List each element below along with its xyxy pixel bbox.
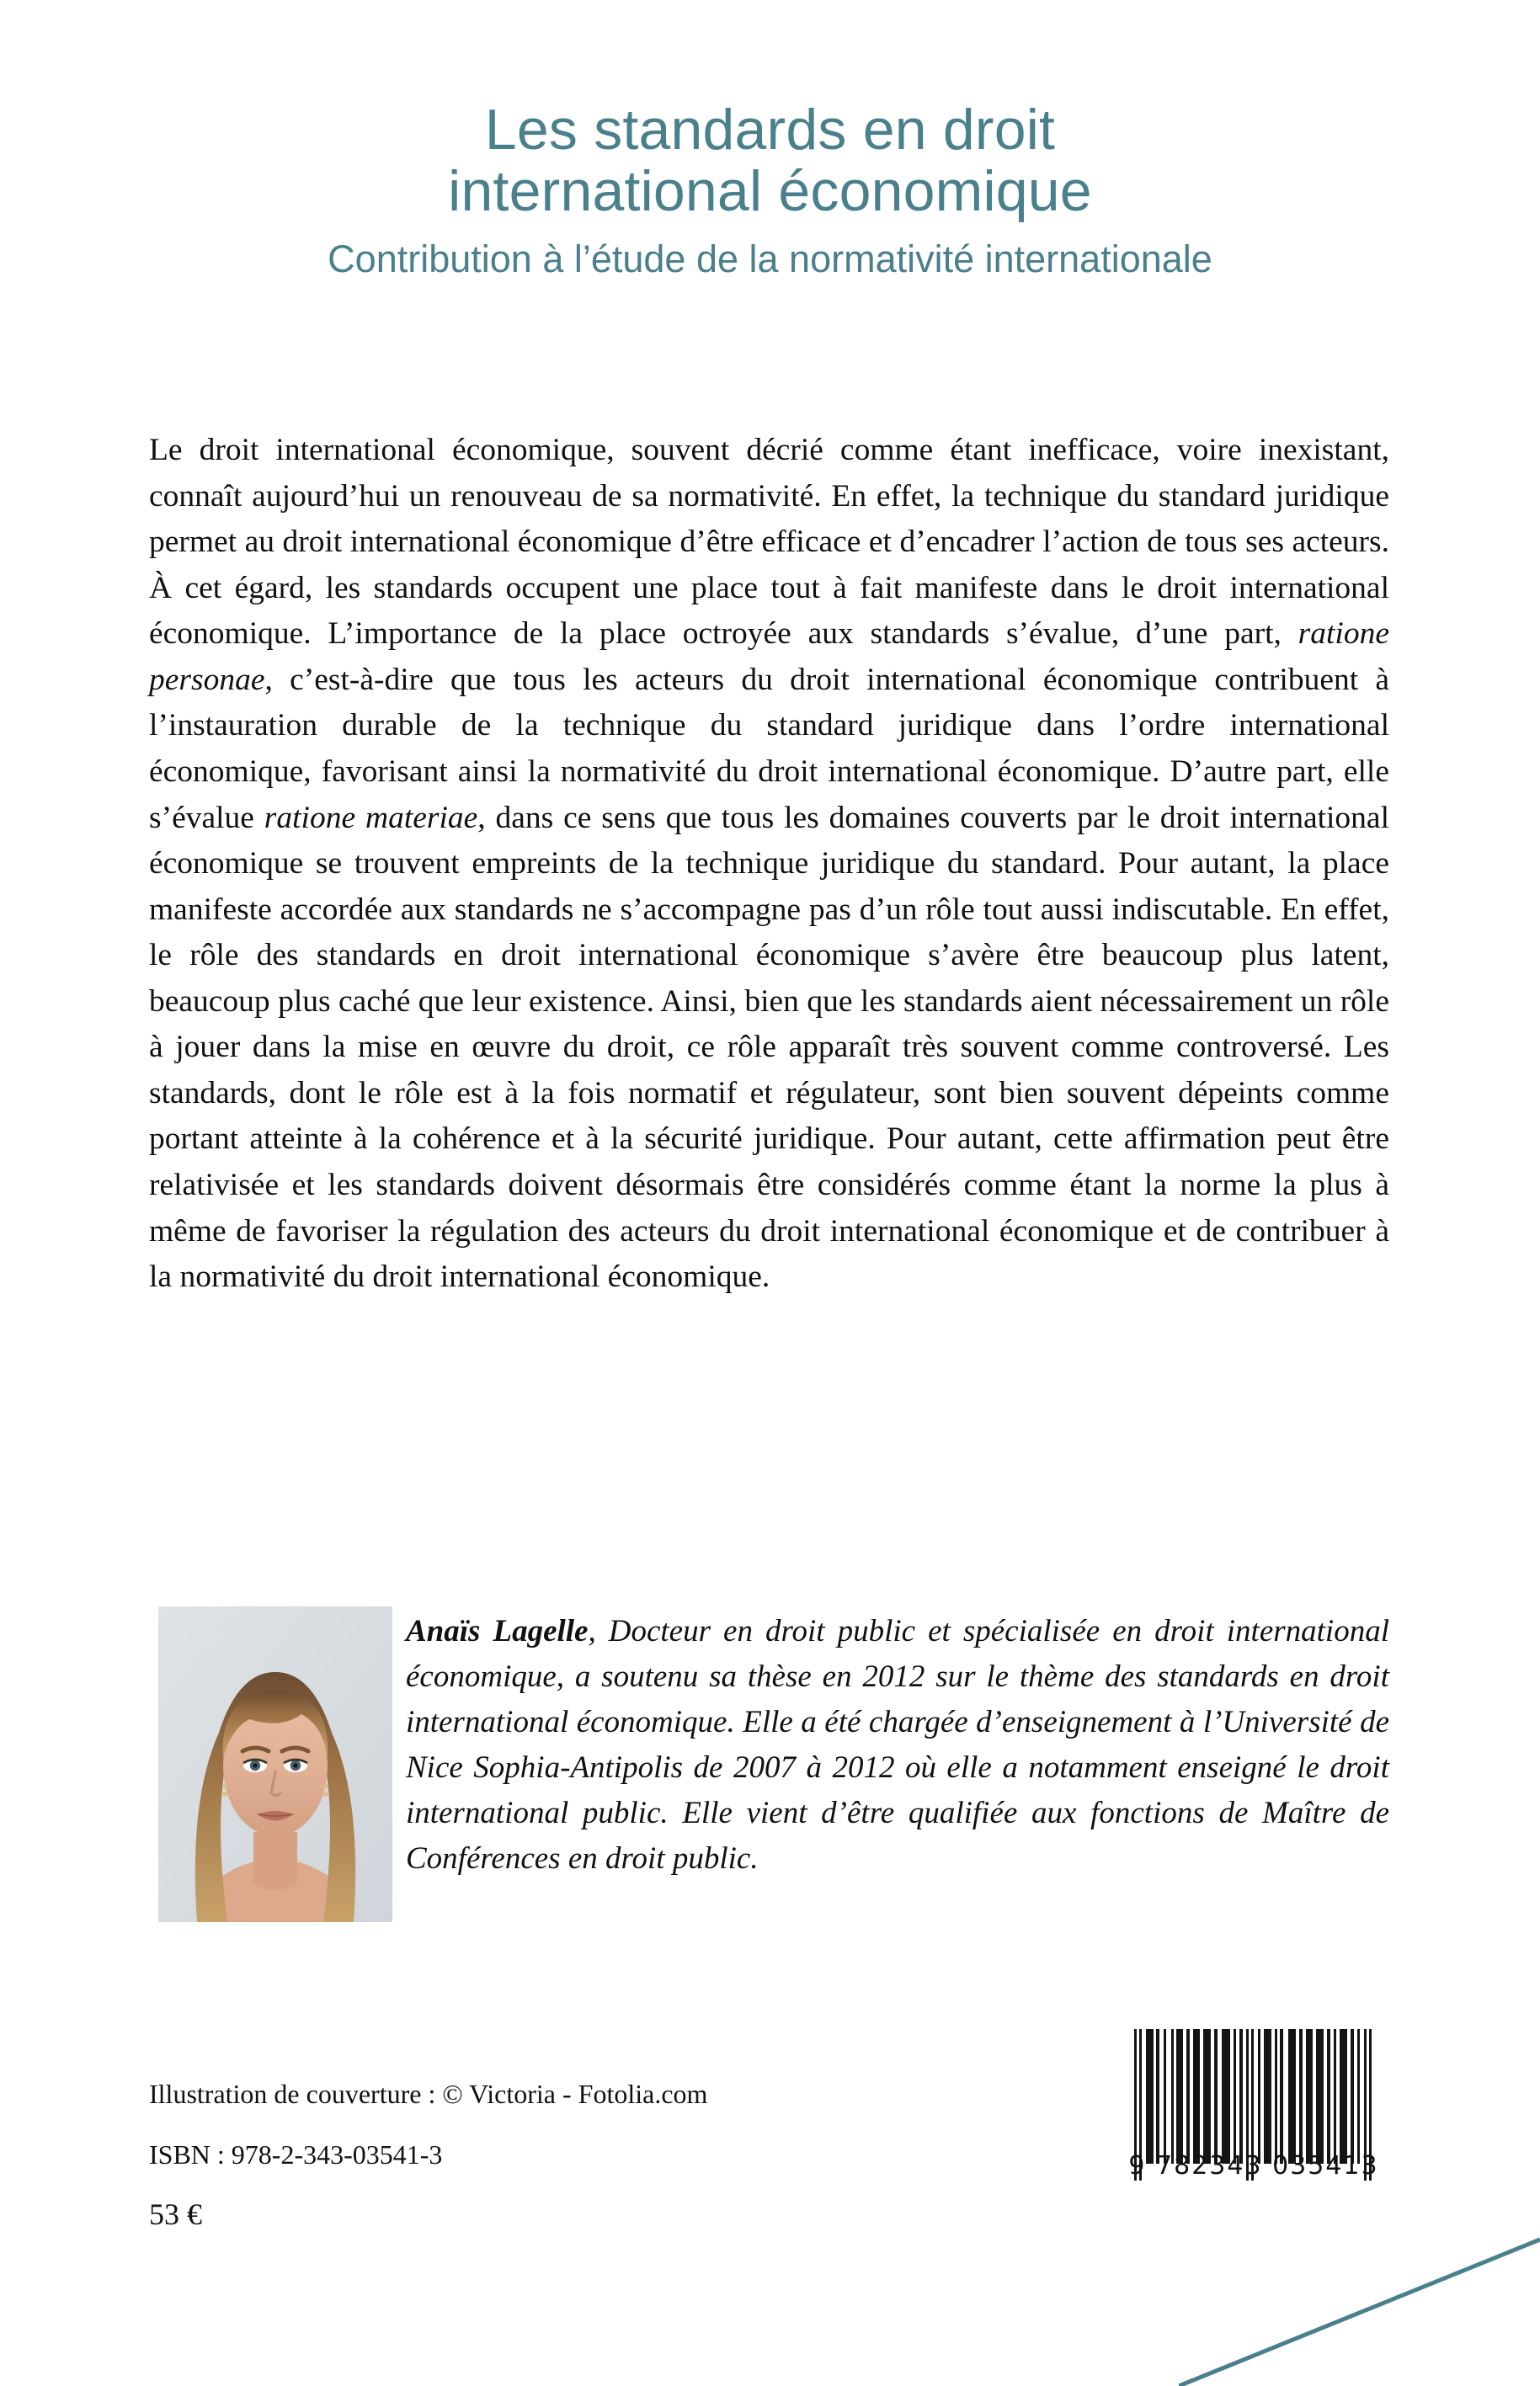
book-title — [0, 99, 1540, 223]
diagonal-line-icon — [1179, 2223, 1540, 2386]
book-blurb — [149, 428, 1389, 1301]
author-name: Anaïs Lagelle — [406, 1614, 589, 1648]
author-portrait-illustration — [158, 1606, 392, 1922]
blurb-part-2: , c’est-à-dire que tous les acteurs du droit international économique contribuent à l’instauration durable de la technique du standard juridique dans l’ordre international économique, favorisant ainsi la normativité du droit international économique. D’autre part, elle s’évalue — [149, 662, 1389, 835]
title-block — [0, 99, 1540, 282]
cover-illustration-credit: Illustration de couverture : © Victoria - Fotolia.com — [149, 2079, 708, 2109]
book-subtitle: Contribution à l’étude de la normativité internationale — [328, 237, 1212, 280]
blurb-part-3: , dans ce sens que tous les domaines couverts par le droit international économique se trouvent empreints de la technique juridique du standard. Pour autant, la place manifeste accordée aux standards ne s’accompagne pas d’un rôle tout aussi indiscutable. En effet, le rôle des standards en droit international économique s’avère être beaucoup plus latent, beaucoup plus caché que leur existence. Ainsi, bien que les standards aient nécessairement un rôle à jouer dans la mise en œuvre du droit, ce rôle apparaît très souvent comme controversé. Les standards, dont le rôle est à la fois normatif et régulateur, sont bien souvent dépeints comme portant atteinte à la cohérence et à la sécurité juridique. Pour autant, cette affirmation peut être relativisée et les standards doivent désormais être considérés comme étant la norme la plus à même de favoriser la régulation des acteurs du droit international économique et de contribuer à la normativité du droit international économique. — [149, 800, 1389, 1295]
author-bio-text: , Docteur en droit public et spécialisée en droit international économique, a soutenu sa thèse en 2012 sur le thème des standards en droit international économique. Elle a été chargée d’enseignement à l’Université de Nice Sophia-Antipolis de 2007 à 2012 où elle a notamment enseigné le droit international public. Elle vient d’être qualifiée aux fonctions de Maître de Conférences en droit public. — [406, 1614, 1389, 1877]
author-bio — [406, 1609, 1389, 1882]
blurb-italic-ratione-materiae: ratione materiae — [264, 800, 478, 835]
blurb-italic-ratione-personae: ratione personae — [149, 616, 1389, 697]
barcode-digits: 9 782343 035413 — [1128, 2151, 1379, 2181]
book-title-line-2: international économique — [448, 159, 1092, 224]
blurb-part-1: Le droit international économique, souvent décrié comme étant inefficace, voire inexistant, connaît aujourd’hui un renouveau de sa normativité. En effet, la technique du standard juridique permet au droit international économique d’être efficace et d’encadrer l’action de tous ses acteurs. À cet égard, les standards occupent une place tout à fait manifeste dans le droit international économique. L’importance de la place octroyée aux standards s’évalue, d’une part, — [149, 433, 1389, 652]
corner-decorative-rule — [1179, 2223, 1540, 2386]
ean13-barcode — [1122, 2022, 1385, 2181]
price-label: 53 € — [149, 2197, 202, 2231]
isbn-number: ISBN : 978-2-343-03541-3 — [149, 2139, 443, 2170]
book-title-line-1: Les standards en droit — [484, 98, 1056, 162]
footer-info — [149, 2078, 907, 2233]
author-photo — [158, 1606, 392, 1922]
